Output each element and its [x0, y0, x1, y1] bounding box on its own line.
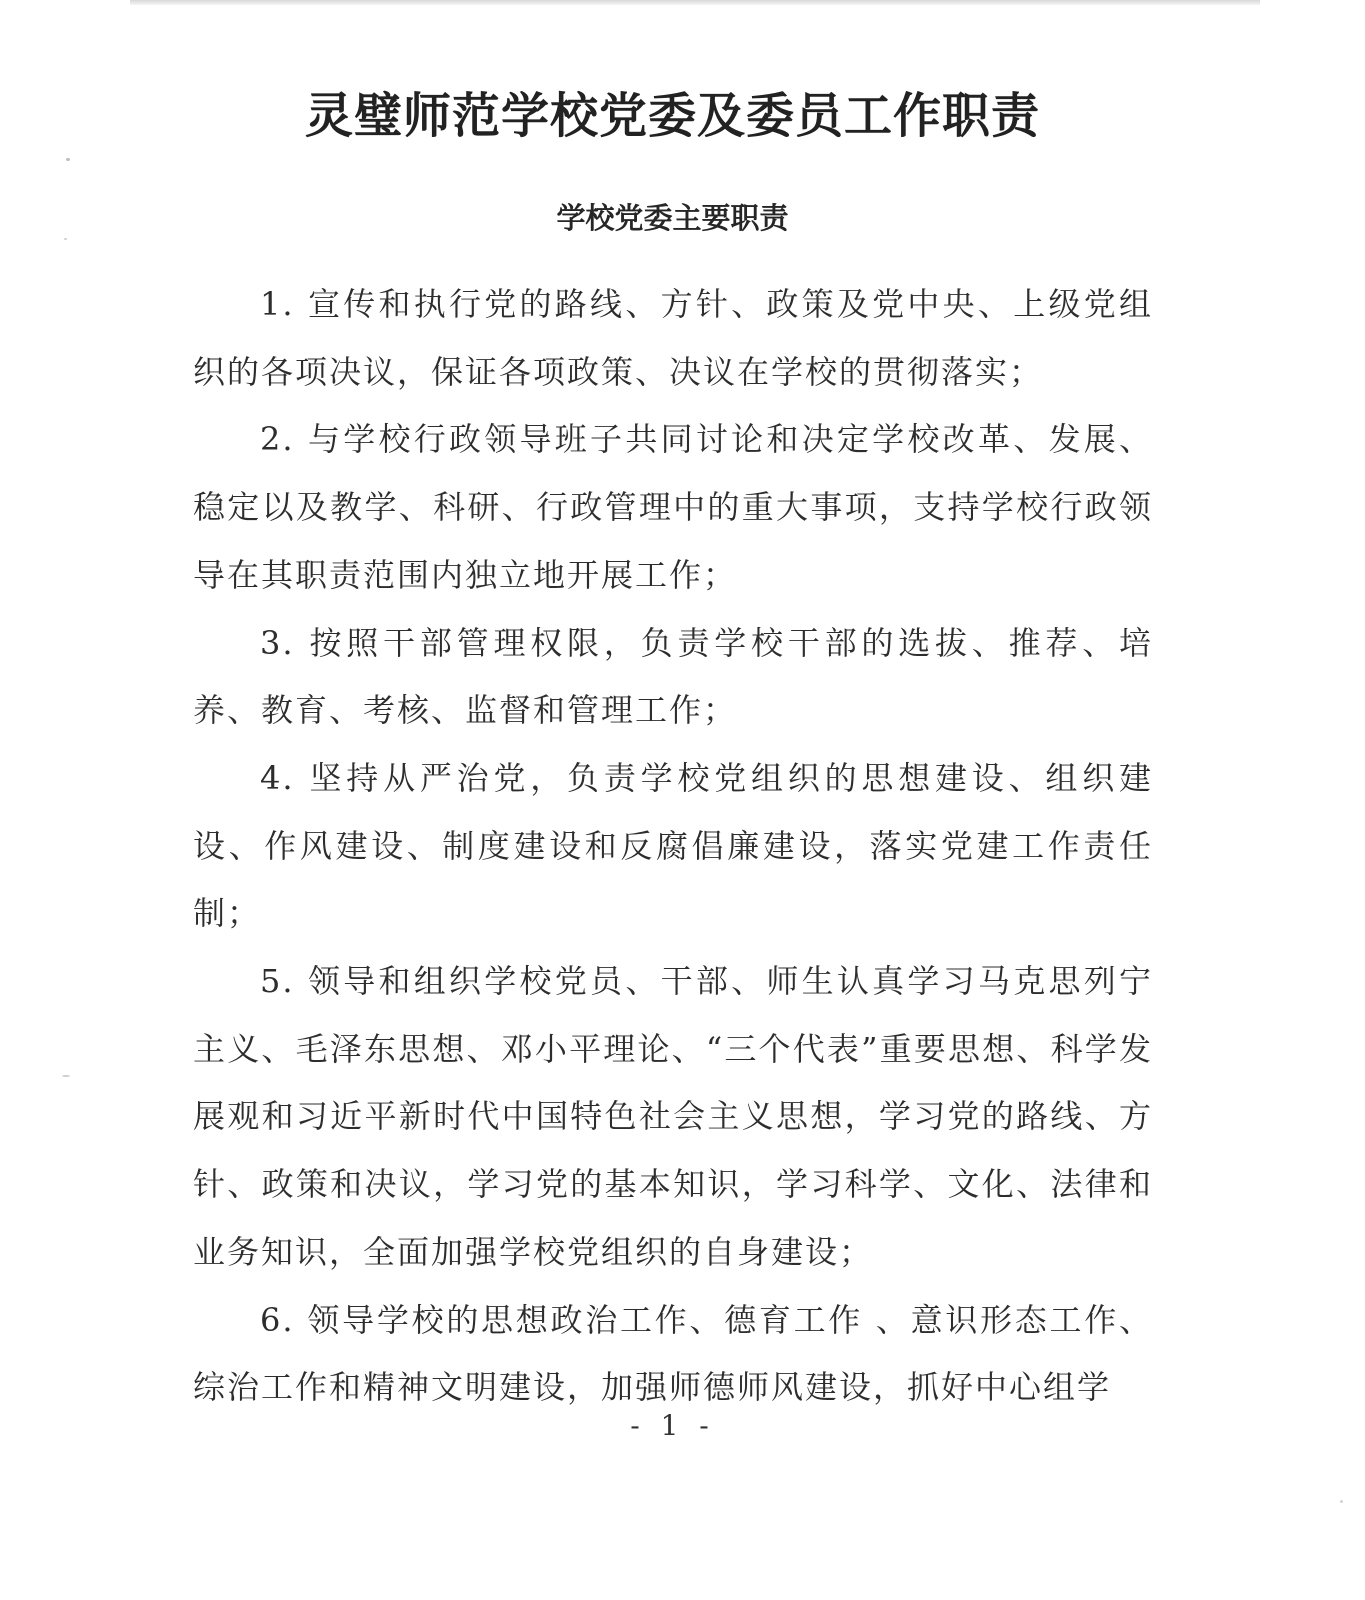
- paragraph-5: 5. 领导和组织学校党员、干部、师生认真学习马克思列宁主义、毛泽东思想、邓小平理论、“三个代表”重要思想、科学发展观和习近平新时代中国特色社会主义思想，学习党的路线、方针、政策和决议，学习党的基本知识，学习科学、文化、法律和业务知识，全面加强学校党组织的自身建设；: [193, 962, 1153, 1271]
- paragraph-2: 2. 与学校行政领导班子共同讨论和决定学校改革、发展、稳定以及教学、科研、行政管理中的重大事项，支持学校行政领导在其职责范围内独立地开展工作；: [193, 420, 1153, 594]
- paragraph-1: 1. 宣传和执行党的路线、方针、政策及党中央、上级党组织的各项决议，保证各项政策、决议在学校的贯彻落实；: [193, 285, 1153, 391]
- document-body: [193, 271, 1153, 1422]
- paragraph-4: 4. 坚持从严治党，负责学校党组织的思想建设、组织建设、作风建设、制度建设和反腐倡廉建设，落实党建工作责任制；: [193, 758, 1153, 933]
- scan-speck: [62, 1075, 70, 1077]
- scan-edge: [130, 0, 1260, 5]
- scan-speck: [66, 158, 70, 161]
- paragraph-3: 3. 按照干部管理权限，负责学校干部的选拔、推荐、培养、教育、考核、监督和管理工作；: [193, 623, 1153, 730]
- paragraph-6: 6. 领导学校的思想政治工作、德育工作 、意识形态工作、综治工作和精神文明建设，加强师德师风建设，抓好中心组学: [193, 1300, 1153, 1407]
- page-number: - 1 -: [630, 1409, 715, 1442]
- section-heading: 学校党委主要职责: [556, 201, 789, 235]
- document-title: 灵璧师范学校党委及委员工作职责: [304, 88, 1040, 144]
- scan-speck: [1340, 1500, 1343, 1503]
